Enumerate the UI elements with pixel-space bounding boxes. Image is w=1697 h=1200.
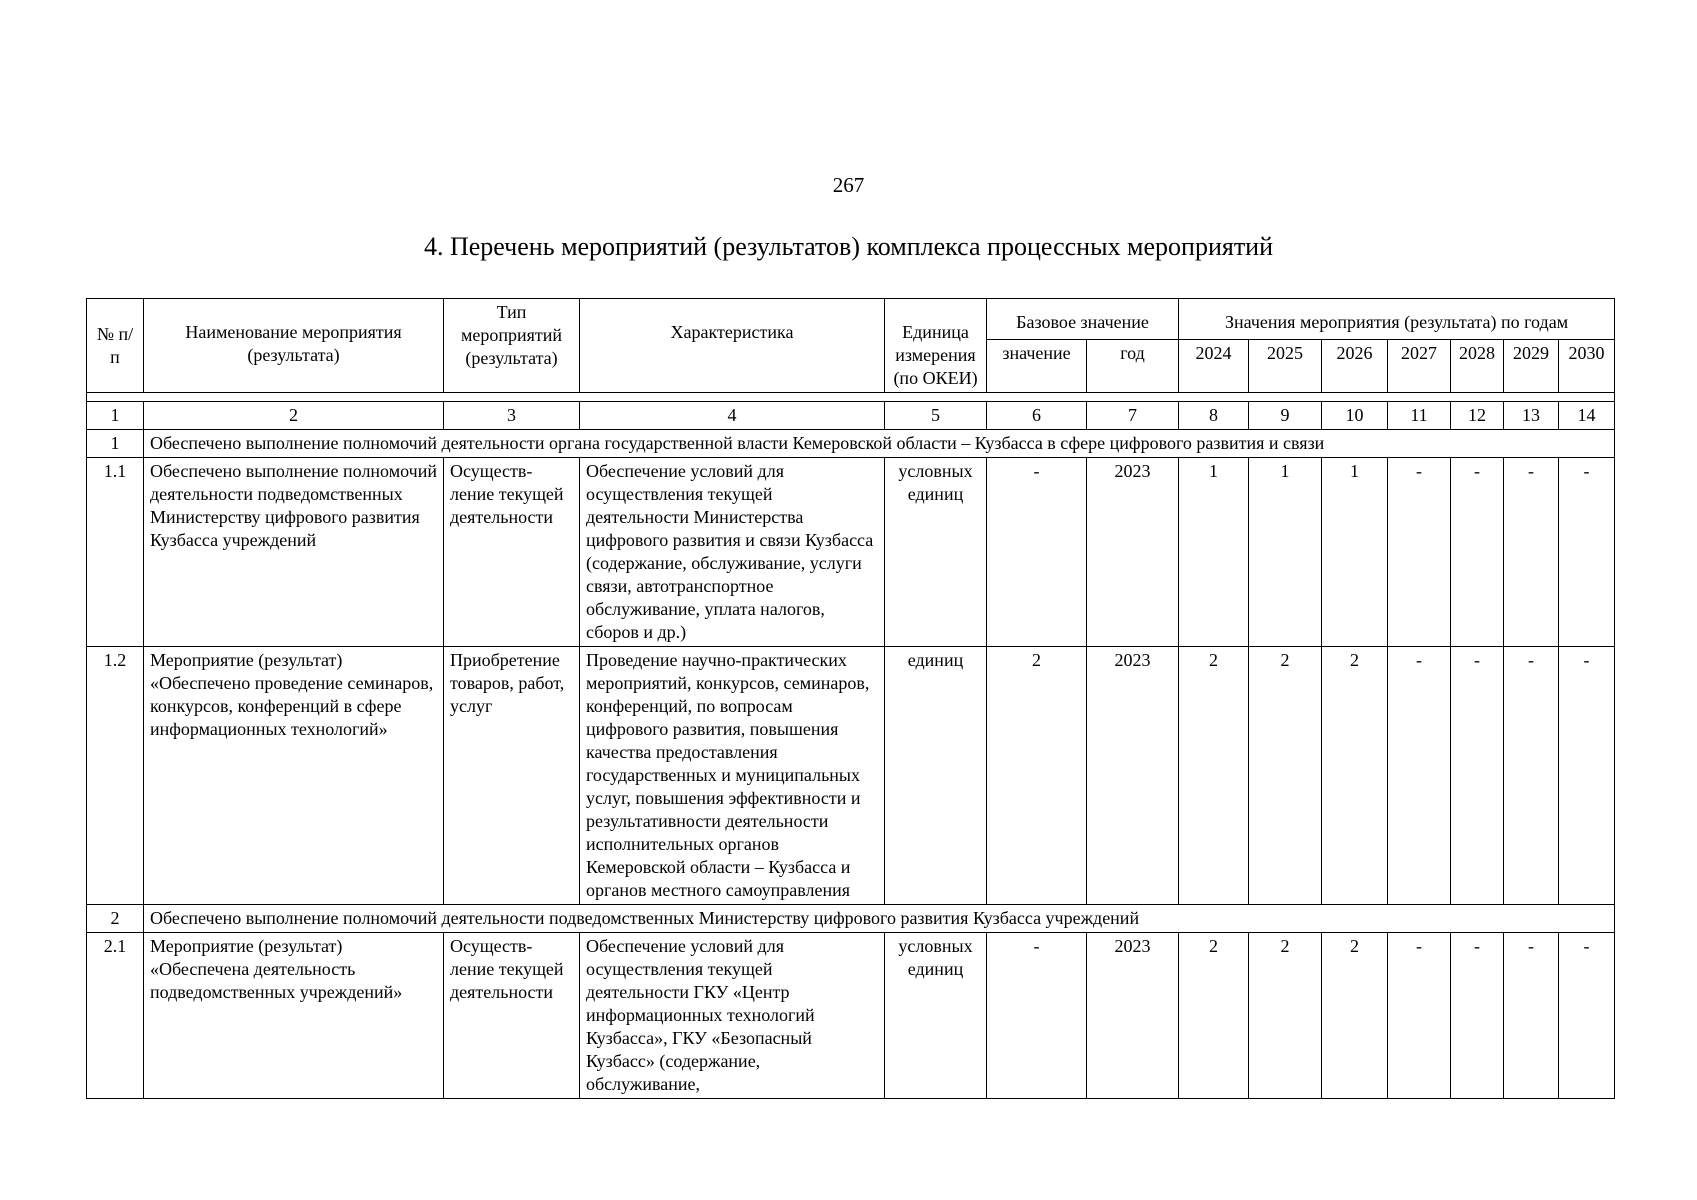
header-year-2027: 2027 (1388, 340, 1451, 393)
header-characteristic: Характеристика (580, 299, 885, 393)
row-value-2025: 1 (1249, 458, 1322, 647)
document-title: 4. Перечень мероприятий (результатов) комплекса процессных мероприятий (423, 232, 1274, 261)
row-type: Приобретение товаров, работ, услуг (444, 647, 580, 905)
header-by-years: Значения мероприятия (результата) по годам (1179, 299, 1615, 340)
row-value-2025: 2 (1249, 647, 1322, 905)
header-year-2030: 2030 (1559, 340, 1615, 393)
row-type: Осуществ-ление текущей деятельности (444, 458, 580, 647)
header-base-value: значение (987, 340, 1087, 393)
row-base-year: 2023 (1087, 458, 1179, 647)
row-characteristic: Обеспечение условий для осуществления текущей деятельности Министерства цифрового развития и связи Кузбасса (содержание, обслуживание, услуги связи, автотранспортное обслуживание, уплата налогов, сборов и др.) (580, 458, 885, 647)
column-number: 4 (580, 402, 885, 430)
column-numbers-row (87, 402, 1615, 430)
row-value-2024: 1 (1179, 458, 1249, 647)
column-number: 10 (1322, 402, 1388, 430)
row-value-2026: 2 (1322, 647, 1388, 905)
row-value-2027: - (1388, 647, 1451, 905)
row-value-2028: - (1451, 933, 1504, 1099)
column-number: 14 (1559, 402, 1615, 430)
header-gap (87, 393, 1615, 402)
row-value-2029: - (1504, 647, 1559, 905)
column-number: 1 (87, 402, 144, 430)
header-year-2025: 2025 (1249, 340, 1322, 393)
row-num: 1.1 (87, 458, 144, 647)
column-number: 9 (1249, 402, 1322, 430)
row-value-2027: - (1388, 933, 1451, 1099)
header-row (87, 299, 1615, 340)
header-year-2026: 2026 (1322, 340, 1388, 393)
header-type: Тип мероприятий (результата) (444, 299, 580, 393)
column-number: 3 (444, 402, 580, 430)
row-base-value: - (987, 933, 1087, 1099)
row-num: 2.1 (87, 933, 144, 1099)
column-number: 6 (987, 402, 1087, 430)
row-base-year: 2023 (1087, 647, 1179, 905)
header-unit: Единица измерения (по ОКЕИ) (885, 299, 987, 393)
section-num: 1 (87, 430, 144, 458)
row-value-2030: - (1559, 647, 1615, 905)
table-row-2-1 (87, 933, 1615, 1099)
column-number: 11 (1388, 402, 1451, 430)
row-unit: условных единиц (885, 458, 987, 647)
section-row-1 (87, 430, 1615, 458)
header-base-year: год (1087, 340, 1179, 393)
row-value-2026: 1 (1322, 458, 1388, 647)
column-number: 12 (1451, 402, 1504, 430)
column-number: 13 (1504, 402, 1559, 430)
header-num: № п/п (87, 299, 144, 393)
row-value-2026: 2 (1322, 933, 1388, 1099)
row-type: Осуществ-ление текущей деятельности (444, 933, 580, 1099)
table-row-1-1 (87, 458, 1615, 647)
header-name: Наименование мероприятия (результата) (144, 299, 444, 393)
row-characteristic: Проведение научно-практических мероприятий, конкурсов, семинаров, конференций, по вопросам цифрового развития, повышения качества предоставления государственных и муниципальных услуг, повышения эффективности и результативности деятельности исполнительных органов Кемеровской области – Кузбасса и органов местного самоуправления (580, 647, 885, 905)
header-base: Базовое значение (987, 299, 1179, 340)
column-number: 2 (144, 402, 444, 430)
row-value-2028: - (1451, 647, 1504, 905)
row-unit: единиц (885, 647, 987, 905)
header-year-2024: 2024 (1179, 340, 1249, 393)
header-year-2029: 2029 (1504, 340, 1559, 393)
row-value-2029: - (1504, 458, 1559, 647)
row-num: 1.2 (87, 647, 144, 905)
measures-table (86, 298, 1615, 1099)
row-value-2028: - (1451, 458, 1504, 647)
row-name: Мероприятие (результат) «Обеспечено проведение семинаров, конкурсов, конференций в сфере информационных технологий» (144, 647, 444, 905)
section-title: Обеспечено выполнение полномочий деятельности подведомственных Министерству цифрового развития Кузбасса учреждений (144, 905, 1615, 933)
section-num: 2 (87, 905, 144, 933)
section-title: Обеспечено выполнение полномочий деятельности органа государственной власти Кемеровской области – Кузбасса в сфере цифрового развития и связи (144, 430, 1615, 458)
table-row-1-2 (87, 647, 1615, 905)
row-base-value: 2 (987, 647, 1087, 905)
row-name: Обеспечено выполнение полномочий деятельности подведомственных Министерству цифрового развития Кузбасса учреждений (144, 458, 444, 647)
row-value-2027: - (1388, 458, 1451, 647)
row-value-2030: - (1559, 458, 1615, 647)
row-name: Мероприятие (результат) «Обеспечена деятельность подведомственных учреждений» (144, 933, 444, 1099)
row-base-year: 2023 (1087, 933, 1179, 1099)
row-base-value: - (987, 458, 1087, 647)
row-value-2024: 2 (1179, 933, 1249, 1099)
column-number: 5 (885, 402, 987, 430)
row-value-2025: 2 (1249, 933, 1322, 1099)
section-row-2 (87, 905, 1615, 933)
row-value-2024: 2 (1179, 647, 1249, 905)
row-value-2030: - (1559, 933, 1615, 1099)
row-characteristic: Обеспечение условий для осуществления текущей деятельности ГКУ «Центр информационных технологий Кузбасса», ГКУ «Безопасный Кузбасс» (содержание, обслуживание, (580, 933, 885, 1099)
gap-cell (87, 393, 1615, 402)
header-year-2028: 2028 (1451, 340, 1504, 393)
page-number: 267 (832, 173, 865, 197)
row-unit: условных единиц (885, 933, 987, 1099)
row-value-2029: - (1504, 933, 1559, 1099)
column-number: 8 (1179, 402, 1249, 430)
column-number: 7 (1087, 402, 1179, 430)
